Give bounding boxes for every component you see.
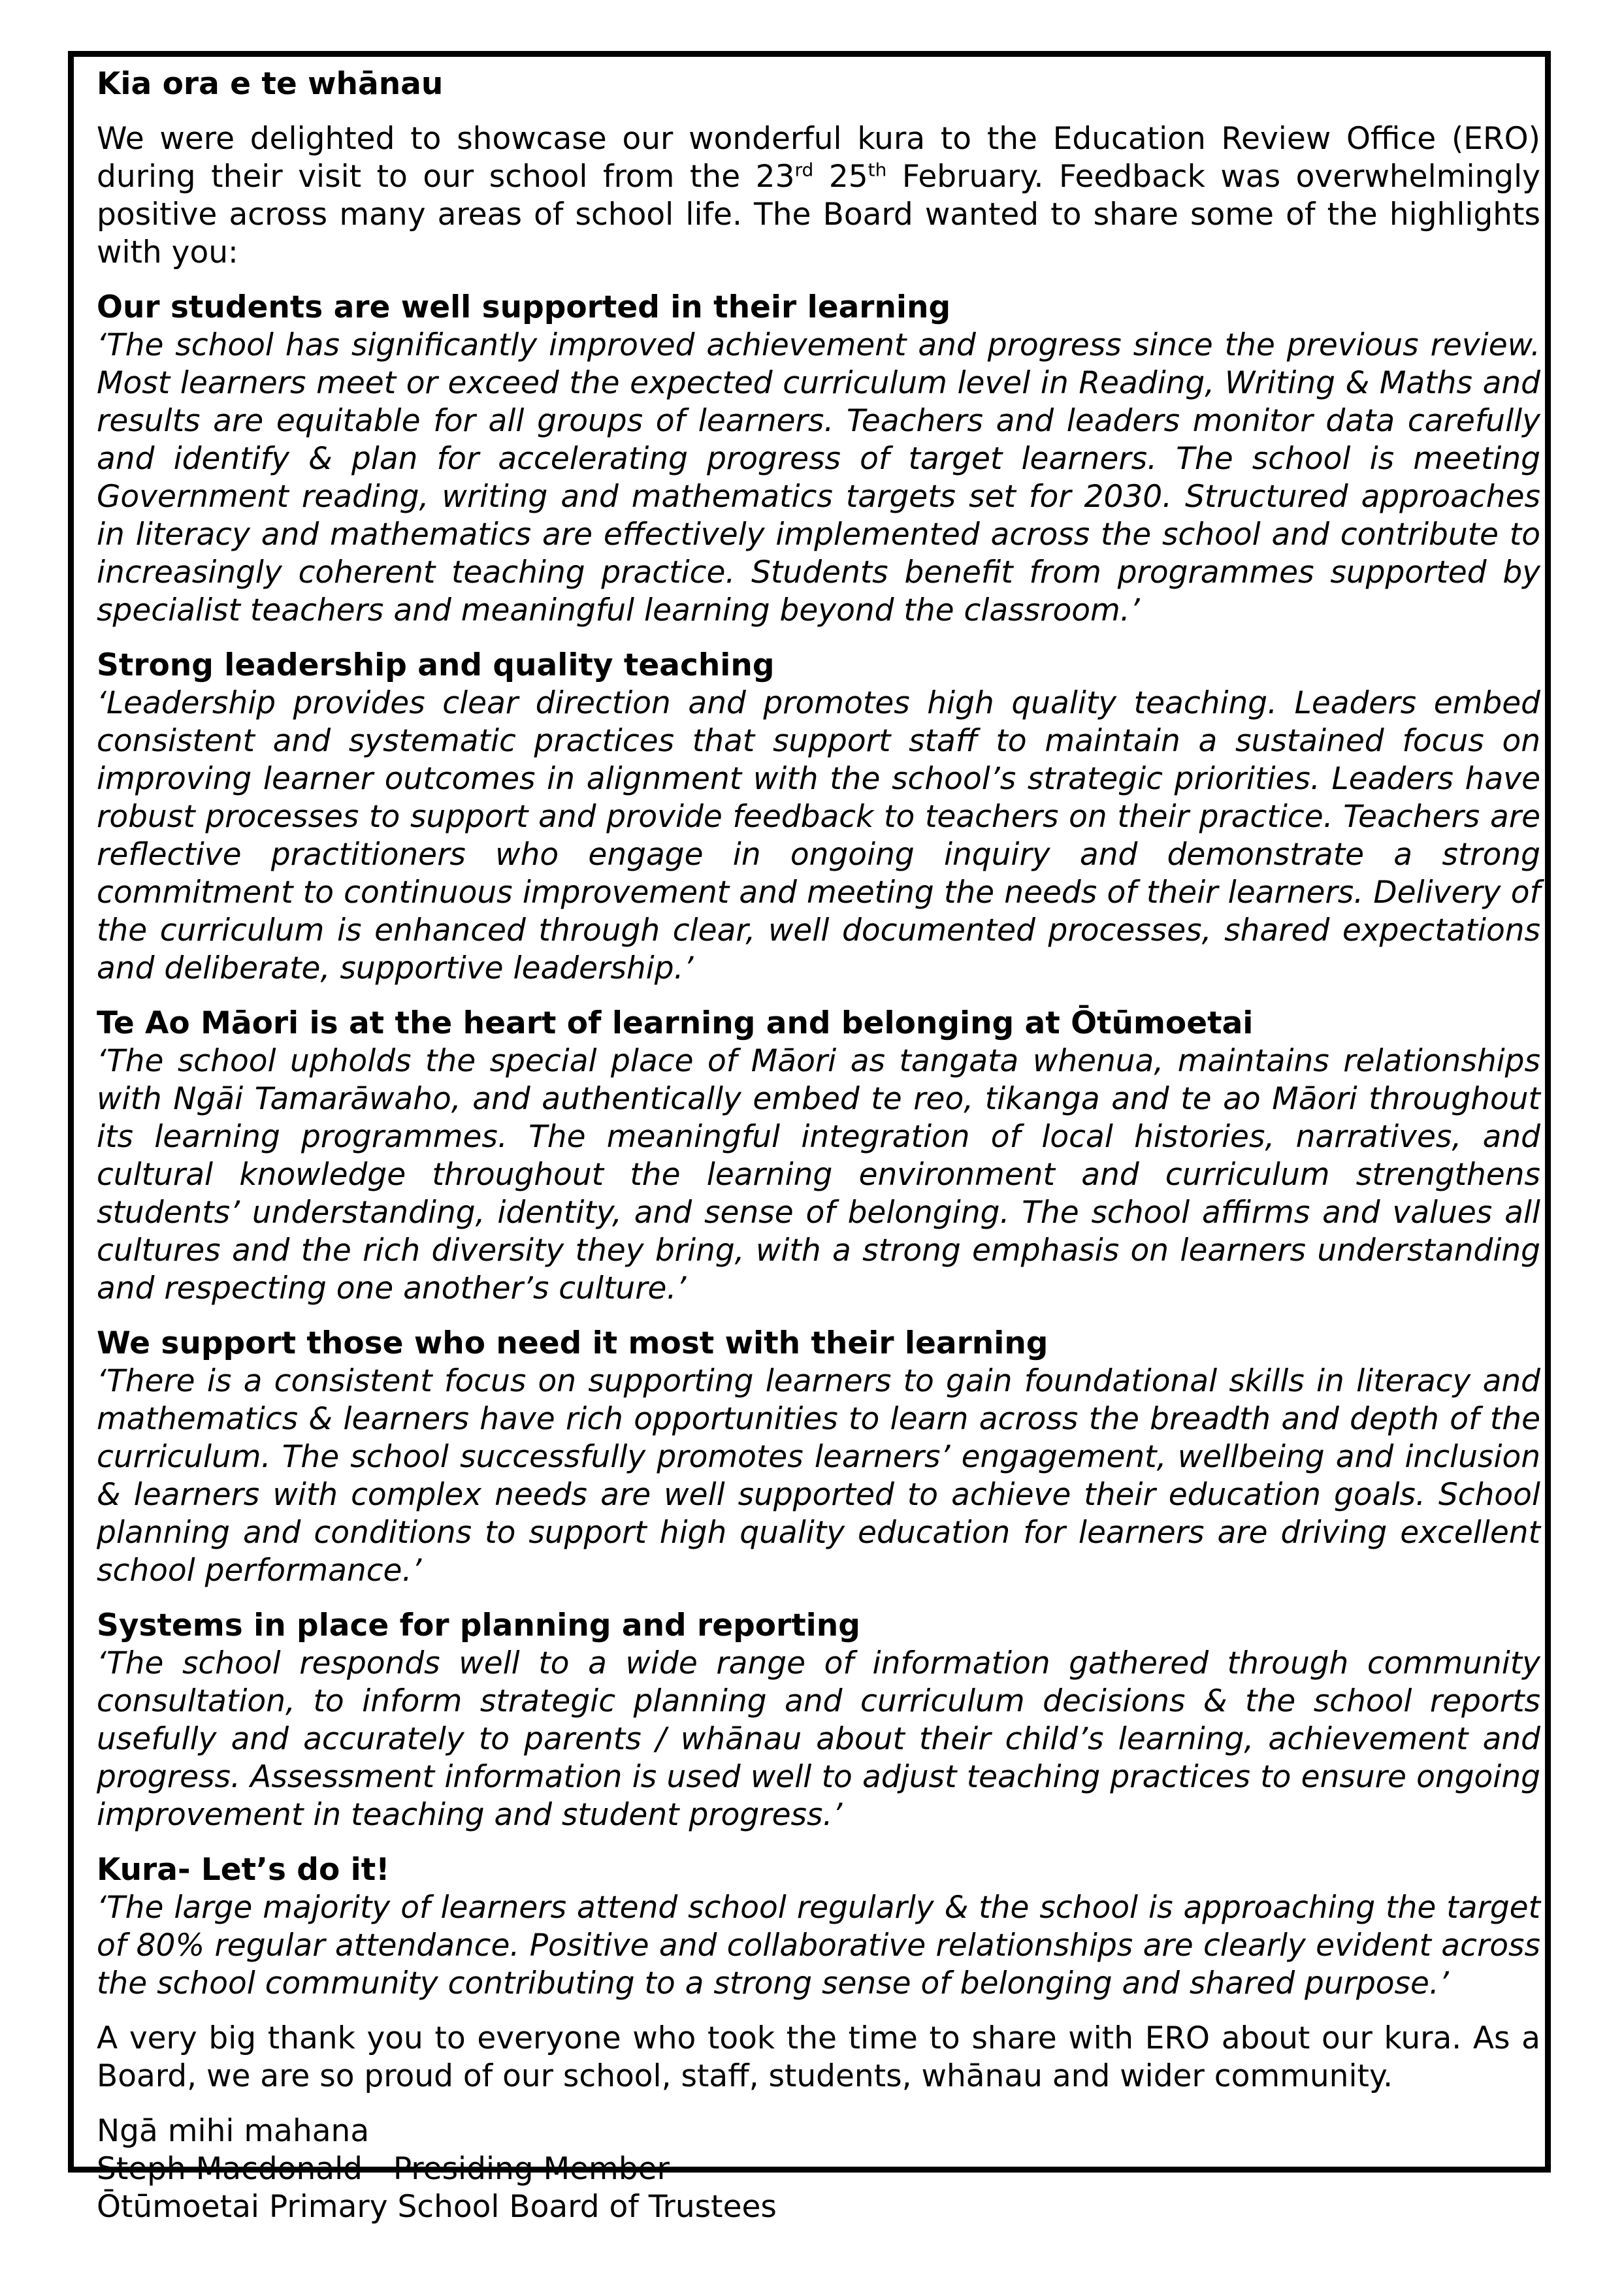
section-te-ao-maori [97, 1005, 1540, 1308]
intro-text-3: February. Feedback was overwhelmingly positive across many areas of school life. The Board wanted to share some of the highlights with you: [97, 159, 1540, 270]
section-quote: ‘The school upholds the special place of Māori as tangata whenua, maintains relationships with Ngāi Tamarāwaho, and authentically embed te reo, tikanga and te ao Māori throughout its learning programmes. The meaningful integration of local histories, narratives, and cultural knowledge throughout the learning environment and curriculum strengthens students’ understanding, identity, and sense of belonging. The school affirms and values all cultures and the rich diversity they bring, with a strong emphasis on learners understanding and respecting one another’s culture.’ [97, 1043, 1540, 1306]
section-title: Kura- Let’s do it! [97, 1852, 390, 1888]
section-quote: ‘The school has significantly improved achievement and progress since the previous review. Most learners meet or exceed the expected curriculum level in Reading, Writing & Maths and results are equitable for all groups of learners. Teachers and leaders monitor data carefully and identify & plan for accelerating progress of target learners. The school is meeting Government reading, writing and mathematics targets set for 2030. Structured approaches in literacy and mathematics are effectively implemented across the school and contribute to increasingly coherent teaching practice. Students benefit from programmes supported by specialist teachers and meaningful learning beyond the classroom.’ [97, 327, 1540, 628]
greeting: Kia ora e te whānau [97, 66, 444, 102]
intro-text-1: We were delighted to showcase our wonderful kura to the Education Review Office (ERO) during their visit to our school from the 23 [97, 121, 1540, 195]
letter-body [97, 65, 1540, 2226]
section-leadership-teaching [97, 647, 1540, 988]
section-kura-lets-do-it [97, 1851, 1540, 2003]
section-title: Our students are well supported in their learning [97, 289, 951, 325]
section-title: We support those who need it most with their learning [97, 1325, 1048, 1361]
signoff [97, 2112, 1540, 2226]
section-title: Strong leadership and quality teaching [97, 647, 775, 683]
signoff-line-2: Steph Macdonald - Presiding Member [97, 2151, 670, 2187]
section-students-supported [97, 289, 1540, 630]
section-title: Systems in place for planning and reporting [97, 1608, 860, 1643]
intro-superscript-rd: rd [794, 159, 814, 181]
intro-paragraph [97, 120, 1540, 272]
intro-superscript-th: th [868, 159, 887, 181]
intro-text-2: 25 [813, 159, 868, 195]
section-quote: ‘There is a consistent focus on supporting learners to gain foundational skills in literacy and mathematics & learners have rich opportunities to learn across the breadth and depth of the curriculum. The school successfully promotes learners’ engagement, wellbeing and inclusion & learners with complex needs are well supported to achieve their education goals. School planning and conditions to support high quality education for learners are driving excellent school performance.’ [97, 1363, 1540, 1589]
signoff-line-1: Ngā mihi mahana [97, 2113, 370, 2149]
section-quote: ‘The large majority of learners attend school regularly & the school is approaching the target of 80% regular attendance. Positive and collaborative relationships are clearly evident across the school community contributing to a strong sense of belonging and shared purpose.’ [97, 1890, 1540, 2001]
section-quote: ‘Leadership provides clear direction and promotes high quality teaching. Leaders embed consistent and systematic practices that support staff to maintain a sustained focus on improving learner outcomes in alignment with the school’s strategic priorities. Leaders have robust processes to support and provide feedback to teachers on their practice. Teachers are reflective practitioners who engage in ongoing inquiry and demonstrate a strong commitment to continuous improvement and meeting the needs of their learners. Delivery of the curriculum is enhanced through clear, well documented processes, shared expectations and deliberate, supportive leadership.’ [97, 685, 1540, 986]
section-quote: ‘The school responds well to a wide range of information gathered through community consultation, to inform strategic planning and curriculum decisions & the school reports usefully and accurately to parents / whānau about their child’s learning, achievement and progress. Assessment information is used well to adjust teaching practices to ensure ongoing improvement in teaching and student progress.’ [97, 1645, 1540, 1833]
section-support-need [97, 1325, 1540, 1590]
section-planning-reporting [97, 1607, 1540, 1834]
section-title: Te Ao Māori is at the heart of learning and belonging at Ōtūmoetai [97, 1005, 1254, 1041]
closing-paragraph: A very big thank you to everyone who took the time to share with ERO about our kura. As a Board, we are so proud of our school, staff, students, whānau and wider community. [97, 2020, 1540, 2094]
signoff-line-3: Ōtūmoetai Primary School Board of Trustees [97, 2189, 777, 2225]
